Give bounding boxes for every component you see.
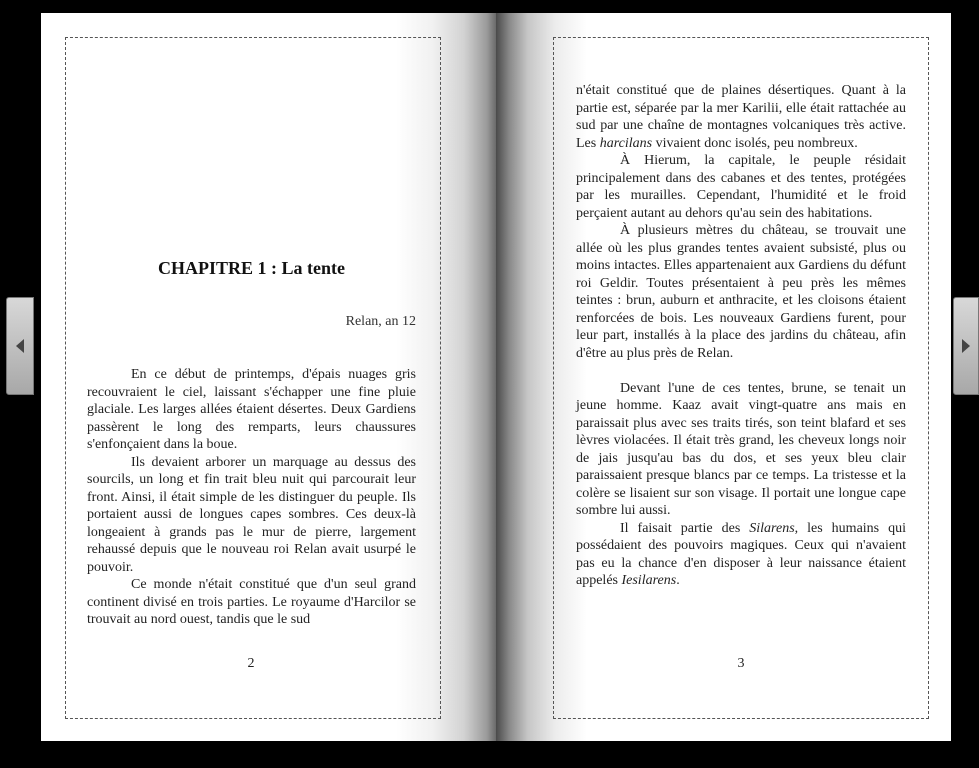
left-page[interactable]: [41, 13, 496, 741]
chapter-epigraph: Relan, an 12: [345, 314, 416, 329]
italic-term: Iesilarens: [621, 573, 677, 588]
paragraph: [576, 82, 906, 152]
previous-page-button[interactable]: [6, 297, 34, 395]
chapter-title: CHAPITRE 1 : La tente: [158, 258, 345, 278]
paragraph: [576, 520, 906, 590]
page-number: 2: [247, 656, 255, 671]
text-span: .: [676, 573, 680, 588]
paragraph: À Hierum, la capitale, le peuple résidait principalement dans des cabanes et des tentes, protégées par les murailles. Cependant, l'humidité et le froid perçaient autant au dehors qu'au sein des habitations.: [576, 153, 906, 221]
book-spread: [41, 13, 951, 741]
chevron-left-icon: [16, 339, 24, 353]
paragraph: À plusieurs mètres du château, se trouvait une allée où les plus grandes tentes avaient subsisté, plus ou moins intactes. Elles appartenaient aux Gardiens du défunt roi Geldir. Toutes présentaient à peu près les mêmes teintes : brun, auburn et anthracite, et les cloisons étaient renforcées de bois. Les nouveaux Gardiens furent, pour leur part, installés à la place des jardins du château, afin d'être au plus près de Relan.: [576, 223, 906, 361]
left-page-text: [87, 366, 416, 629]
page-number: 3: [737, 656, 745, 671]
chevron-right-icon: [962, 339, 970, 353]
text-span: n'était constitué que de plaines désertiques. Quant à la partie est, séparée par la mer Karilii, elle était rattachée au sud par une chaîne de montagnes volcaniques très active. Les: [576, 83, 906, 151]
italic-term: harcilans: [599, 135, 653, 151]
next-page-button[interactable]: [953, 297, 979, 395]
paragraph: Ils devaient arborer un marquage au dessus des sourcils, un long et fin trait bleu nuit qui parcourait leur front. Ainsi, il était simple de les distinguer du peuple. Ils portaient aussi de longues capes sombres. Ces deux-là longeaient à grands pas le mur de pierre, largement rehaussé depuis que le nouveau roi Relan avait usurpé le pouvoir.: [87, 454, 416, 575]
paragraph: Devant l'une de ces tentes, brune, se tenait un jeune homme. Kaaz avait vingt-quatre ans mais en paraissait plus avec ses traits tirés, son teint blafard et ses lèvres violacées. Il était très grand, les cheveux longs noir de jais jusqu'au bas du dos, et ses yeux bleu clair paraissaient presque blancs par ce temps. La tristesse et la colère se lisaient sur son visage. Il portait une longue cape sombre lui aussi.: [576, 380, 906, 518]
paragraph: Ce monde n'était constitué que d'un seul grand continent divisé en trois parties. Le royaume d'Harcilor se trouvait au nord ouest, tandis que le sud: [87, 577, 416, 627]
text-span: Il faisait partie des: [620, 520, 750, 536]
italic-term: Silarens: [749, 520, 795, 536]
text-span: vivaient donc isolés, peu nombreux.: [652, 135, 858, 151]
text-span: , les humains qui possédaient des pouvoirs magiques. Ceux qui n'avaient pas eu la chance d'en disposer à leur naissance étaient appelés: [576, 520, 906, 588]
right-page-text: [576, 82, 906, 590]
paragraph: En ce début de printemps, d'épais nuages gris recouvraient le ciel, laissant s'échapper une fine pluie glaciale. Les larges allées étaient désertes. Deux Gardiens passèrent le long des remparts, leurs chaussures s'enfonçaient dans la boue.: [87, 367, 416, 452]
right-page[interactable]: [496, 13, 951, 741]
